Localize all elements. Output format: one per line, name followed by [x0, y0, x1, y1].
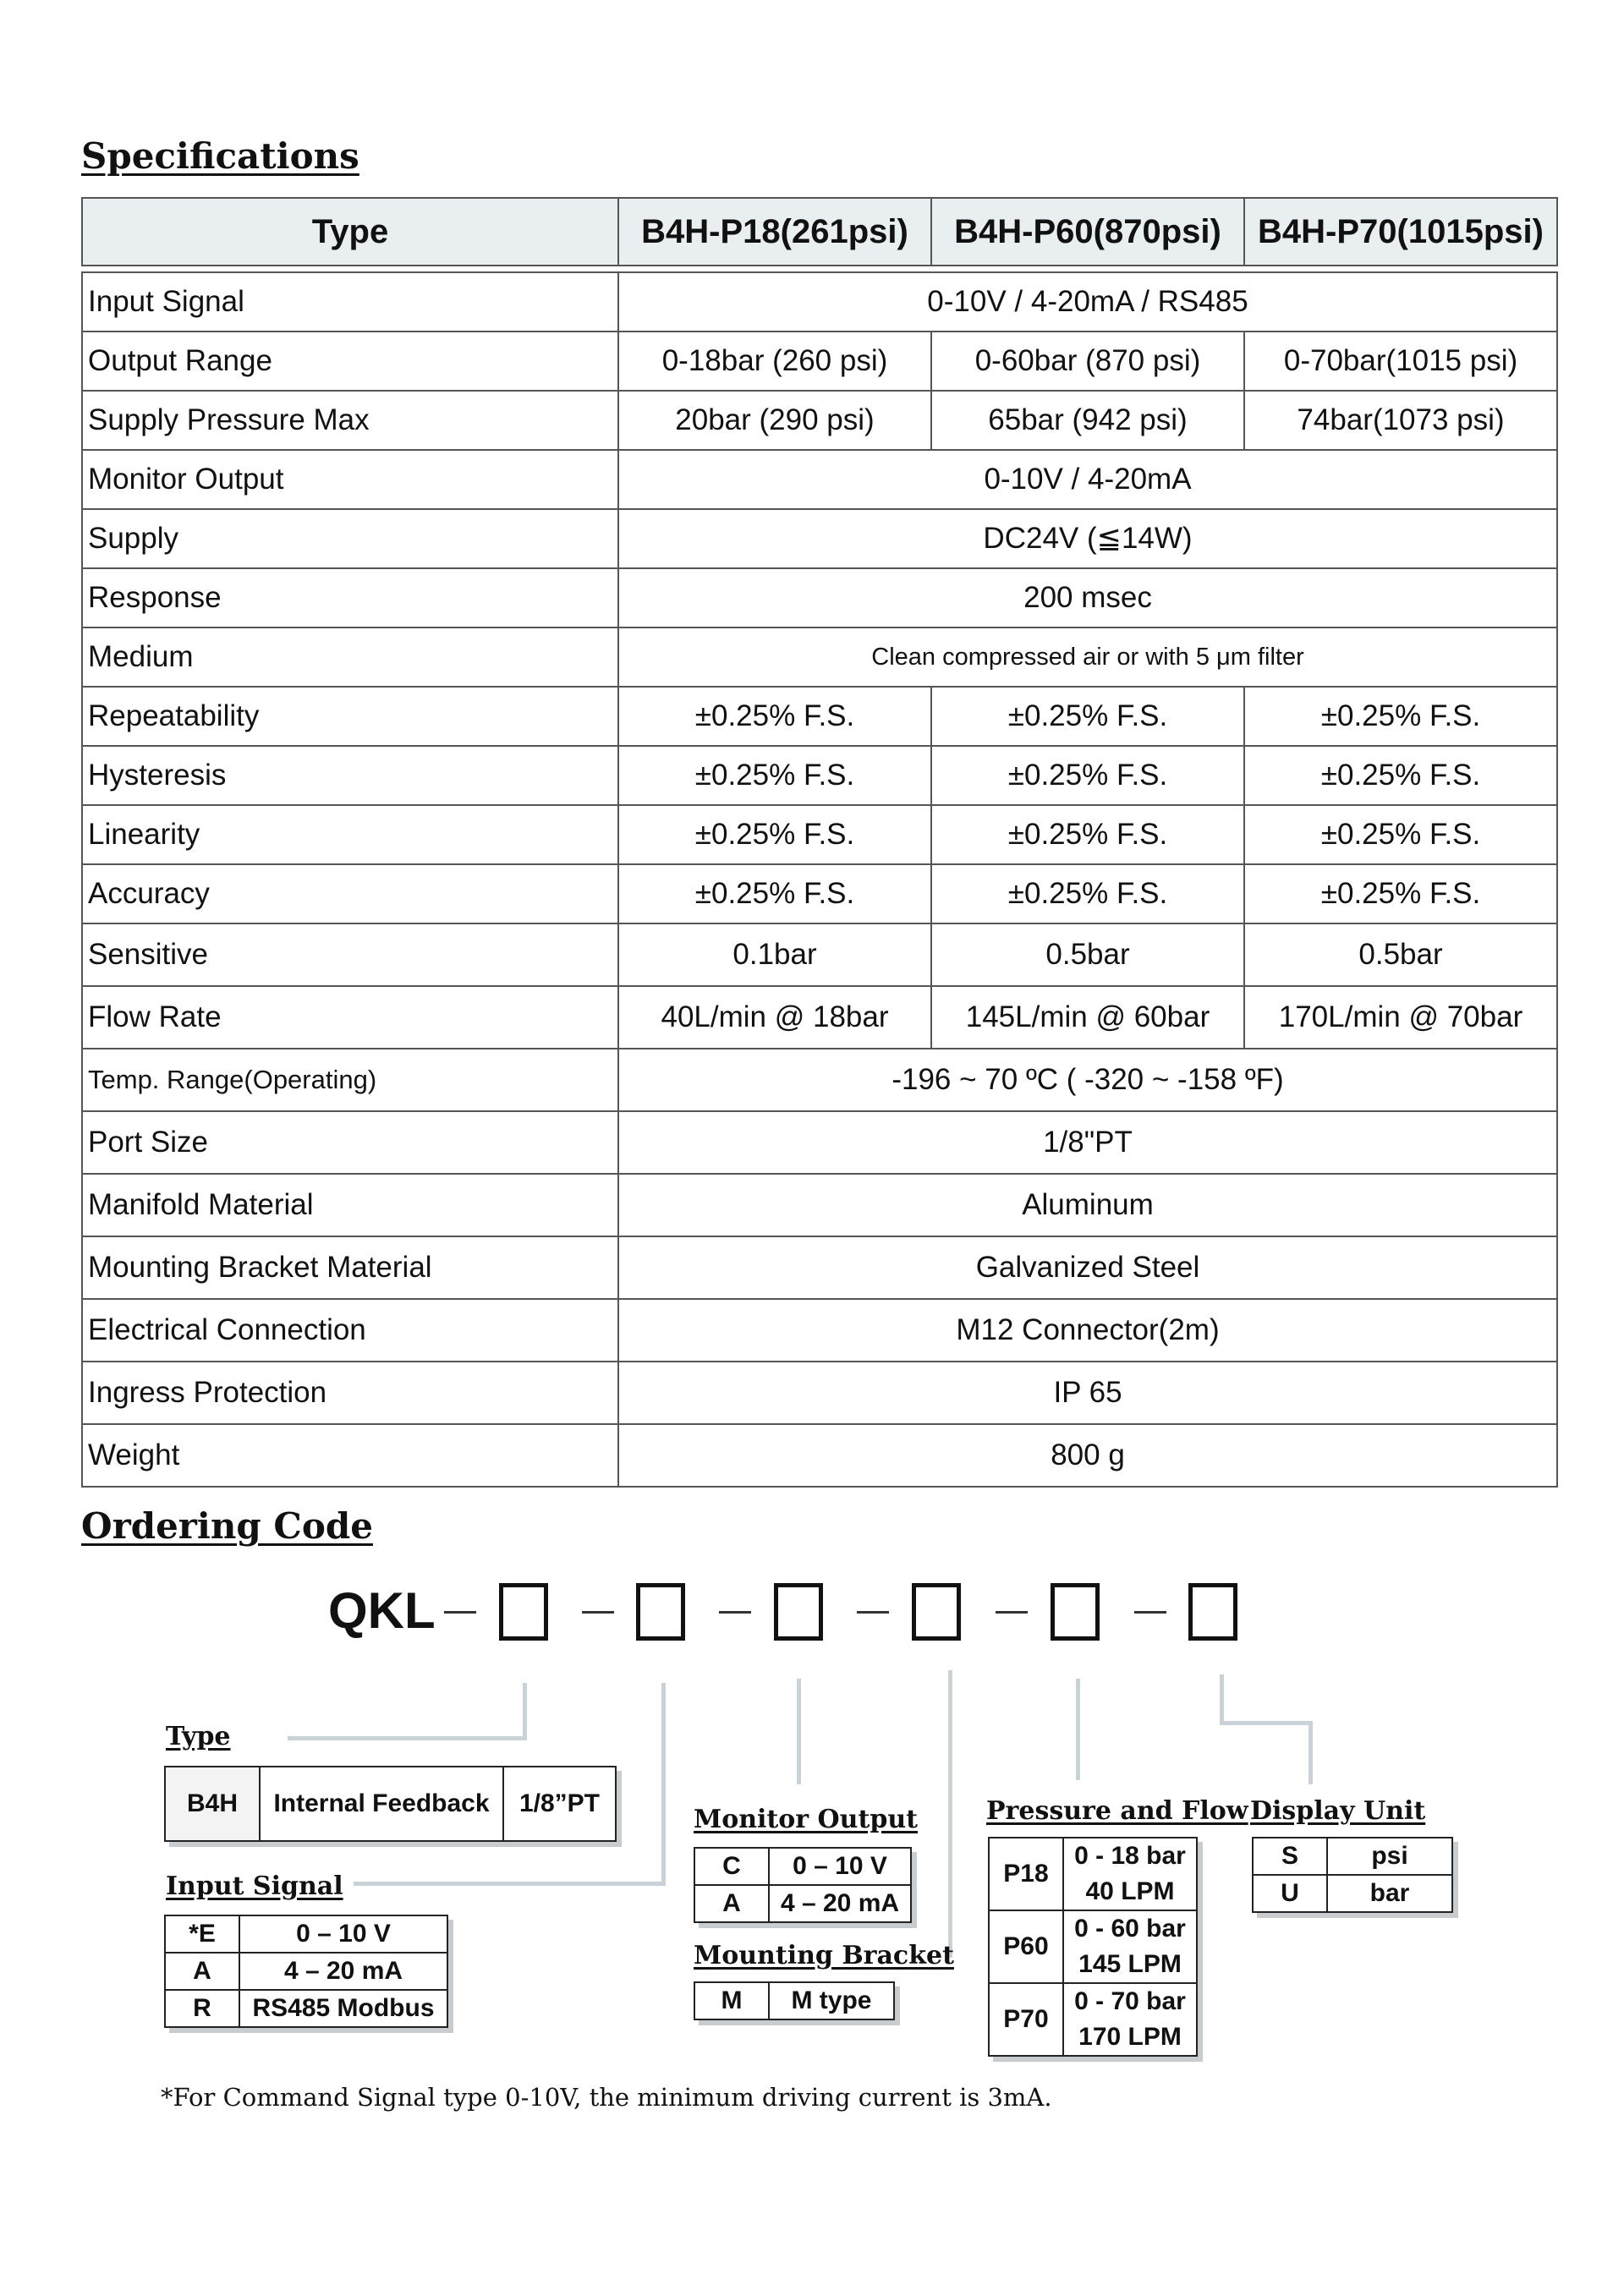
row-label: Mounting Bracket Material	[82, 1236, 618, 1299]
option-desc: 0 – 10 V	[239, 1915, 447, 1953]
ordering-code-title: Ordering Code	[81, 1505, 373, 1547]
row-value: 1/8"PT	[618, 1111, 1557, 1174]
option-desc: 0 – 10 V	[769, 1848, 911, 1885]
row-label: Electrical Connection	[82, 1299, 618, 1362]
pressure-range: 0 - 60 bar	[1074, 1915, 1186, 1943]
table-row	[82, 687, 1557, 746]
row-value: 0-18bar (260 psi)	[618, 332, 931, 391]
row-value: ±0.25% F.S.	[1244, 746, 1557, 805]
mounting-bracket-title: Mounting Bracket	[694, 1941, 954, 1970]
row-value: 0-70bar(1015 psi)	[1244, 332, 1557, 391]
row-value: Galvanized Steel	[618, 1236, 1557, 1299]
code-slot-mounting-bracket	[912, 1583, 961, 1641]
table-row	[82, 986, 1557, 1049]
option-desc: bar	[1327, 1875, 1452, 1912]
row-value: DC24V (≦14W)	[618, 509, 1557, 568]
row-value: 0.5bar	[1244, 923, 1557, 986]
type-description: Internal Feedback	[260, 1767, 503, 1841]
row-value: IP 65	[618, 1362, 1557, 1424]
row-label: Supply Pressure Max	[82, 391, 618, 450]
pressure-flow-title: Pressure and Flow	[986, 1796, 1248, 1826]
table-row	[82, 272, 1557, 332]
table-row	[165, 1767, 616, 1841]
code-slot-display-unit	[1188, 1583, 1237, 1641]
type-header: Type	[82, 198, 618, 266]
table-row	[82, 627, 1557, 687]
row-label: Temp. Range(Operating)	[82, 1049, 618, 1111]
row-value: ±0.25% F.S.	[931, 746, 1244, 805]
row-label: Supply	[82, 509, 618, 568]
table-header-row	[82, 198, 1557, 266]
pressure-flow-table	[988, 1837, 1198, 2057]
specifications-title: Specifications	[81, 135, 359, 177]
option-desc	[1063, 1910, 1197, 1983]
row-value: ±0.25% F.S.	[931, 864, 1244, 923]
row-value: Aluminum	[618, 1174, 1557, 1236]
table-row	[82, 1111, 1557, 1174]
option-desc: psi	[1327, 1838, 1452, 1875]
row-label: Manifold Material	[82, 1174, 618, 1236]
table-row	[82, 568, 1557, 627]
display-unit-table	[1252, 1837, 1453, 1913]
input-signal-title: Input Signal	[166, 1871, 343, 1901]
row-label: Ingress Protection	[82, 1362, 618, 1424]
option-code: M	[694, 1982, 769, 2019]
display-unit-title: Display Unit	[1250, 1796, 1426, 1826]
model-header: B4H-P60(870psi)	[931, 198, 1244, 266]
table-row	[82, 1049, 1557, 1111]
option-code: P70	[989, 1983, 1063, 2056]
row-value: 74bar(1073 psi)	[1244, 391, 1557, 450]
table-row	[165, 1990, 447, 2027]
table-row	[1253, 1875, 1452, 1912]
table-row	[82, 805, 1557, 864]
option-desc: 4 – 20 mA	[239, 1953, 447, 1990]
code-separator	[719, 1611, 751, 1614]
pressure-range: 0 - 70 bar	[1074, 1987, 1186, 2015]
option-desc: M type	[769, 1982, 894, 2019]
row-label: Hysteresis	[82, 746, 618, 805]
option-code: A	[165, 1953, 239, 1990]
connector-line	[523, 1683, 527, 1740]
option-code: *E	[165, 1915, 239, 1953]
row-label: Input Signal	[82, 272, 618, 332]
row-label: Monitor Output	[82, 450, 618, 509]
row-value: ±0.25% F.S.	[931, 687, 1244, 746]
model-header: B4H-P70(1015psi)	[1244, 198, 1557, 266]
connector-line	[797, 1679, 801, 1784]
table-row	[82, 1424, 1557, 1487]
connector-line	[1220, 1721, 1313, 1725]
row-value: ±0.25% F.S.	[931, 805, 1244, 864]
table-row	[82, 391, 1557, 450]
specifications-table	[81, 197, 1558, 1488]
table-row	[82, 746, 1557, 805]
connector-line	[661, 1683, 666, 1886]
row-label: Linearity	[82, 805, 618, 864]
row-value: ±0.25% F.S.	[618, 864, 931, 923]
row-value: ±0.25% F.S.	[618, 687, 931, 746]
row-value: ±0.25% F.S.	[618, 746, 931, 805]
option-desc	[1063, 1983, 1197, 2056]
connector-line	[1309, 1721, 1313, 1784]
code-separator	[996, 1611, 1028, 1614]
connector-line	[288, 1736, 527, 1740]
row-label: Accuracy	[82, 864, 618, 923]
monitor-output-table	[694, 1847, 912, 1923]
table-row	[165, 1915, 447, 1953]
row-label: Output Range	[82, 332, 618, 391]
code-separator	[857, 1611, 889, 1614]
row-value: 0-60bar (870 psi)	[931, 332, 1244, 391]
table-row	[82, 1236, 1557, 1299]
row-label: Repeatability	[82, 687, 618, 746]
table-row	[82, 864, 1557, 923]
type-port: 1/8”PT	[503, 1767, 616, 1841]
row-label: Response	[82, 568, 618, 627]
row-value: 0.1bar	[618, 923, 931, 986]
mounting-bracket-table	[694, 1981, 895, 2020]
row-value: 20bar (290 psi)	[618, 391, 931, 450]
footnote: *For Command Signal type 0-10V, the minimum driving current is 3mA.	[161, 2083, 1052, 2112]
table-row	[82, 1174, 1557, 1236]
option-code: U	[1253, 1875, 1327, 1912]
table-row	[82, 509, 1557, 568]
option-code: A	[694, 1885, 769, 1922]
option-code: P18	[989, 1838, 1063, 1910]
flow-rate: 170 LPM	[1078, 2023, 1182, 2051]
table-row	[694, 1982, 894, 2019]
row-label: Weight	[82, 1424, 618, 1487]
model-header: B4H-P18(261psi)	[618, 198, 931, 266]
code-separator	[1134, 1611, 1166, 1614]
option-desc	[1063, 1838, 1197, 1910]
type-code: B4H	[165, 1767, 260, 1841]
row-value: -196 ~ 70 ºC ( -320 ~ -158 ºF)	[618, 1049, 1557, 1111]
code-prefix: QKL	[328, 1582, 436, 1639]
option-code: C	[694, 1848, 769, 1885]
row-value: 800 g	[618, 1424, 1557, 1487]
code-slot-monitor-output	[774, 1583, 823, 1641]
row-value: M12 Connector(2m)	[618, 1299, 1557, 1362]
table-row	[694, 1885, 911, 1922]
row-value: ±0.25% F.S.	[1244, 687, 1557, 746]
connector-line	[948, 1670, 952, 1958]
option-code: R	[165, 1990, 239, 2027]
row-value: 145L/min @ 60bar	[931, 986, 1244, 1049]
table-row	[989, 1838, 1197, 1910]
flow-rate: 145 LPM	[1078, 1950, 1182, 1978]
connector-line	[1220, 1674, 1224, 1723]
row-value: ±0.25% F.S.	[618, 805, 931, 864]
table-row	[82, 923, 1557, 986]
row-value: Clean compressed air or with 5 μm filter	[618, 627, 1557, 687]
code-separator	[582, 1611, 614, 1614]
row-value: 0-10V / 4-20mA	[618, 450, 1557, 509]
table-row	[989, 1910, 1197, 1983]
row-label: Medium	[82, 627, 618, 687]
row-value: 200 msec	[618, 568, 1557, 627]
table-row	[1253, 1838, 1452, 1875]
connector-line	[354, 1882, 666, 1886]
table-row	[82, 450, 1557, 509]
table-row	[82, 1362, 1557, 1424]
type-table	[164, 1766, 617, 1842]
input-signal-table	[164, 1915, 448, 2028]
row-label: Port Size	[82, 1111, 618, 1174]
type-section-title: Type	[166, 1722, 231, 1751]
option-desc: 4 – 20 mA	[769, 1885, 911, 1922]
row-value: 65bar (942 psi)	[931, 391, 1244, 450]
row-label: Flow Rate	[82, 986, 618, 1049]
code-slot-input-signal	[636, 1583, 685, 1641]
row-value: 0-10V / 4-20mA / RS485	[618, 272, 1557, 332]
table-row	[82, 332, 1557, 391]
table-row	[694, 1848, 911, 1885]
code-slot-pressure-flow	[1051, 1583, 1100, 1641]
table-row	[989, 1983, 1197, 2056]
row-value: 170L/min @ 70bar	[1244, 986, 1557, 1049]
code-slot-type	[499, 1583, 548, 1641]
pressure-range: 0 - 18 bar	[1074, 1842, 1186, 1870]
option-code: P60	[989, 1910, 1063, 1983]
connector-line	[1076, 1679, 1080, 1780]
row-value: 0.5bar	[931, 923, 1244, 986]
flow-rate: 40 LPM	[1085, 1877, 1175, 1905]
table-row	[165, 1953, 447, 1990]
table-row	[82, 1299, 1557, 1362]
option-desc: RS485 Modbus	[239, 1990, 447, 2027]
monitor-output-title: Monitor Output	[694, 1805, 918, 1834]
code-separator	[444, 1611, 476, 1614]
row-value: ±0.25% F.S.	[1244, 805, 1557, 864]
row-value: 40L/min @ 18bar	[618, 986, 931, 1049]
option-code: S	[1253, 1838, 1327, 1875]
row-label: Sensitive	[82, 923, 618, 986]
row-value: ±0.25% F.S.	[1244, 864, 1557, 923]
